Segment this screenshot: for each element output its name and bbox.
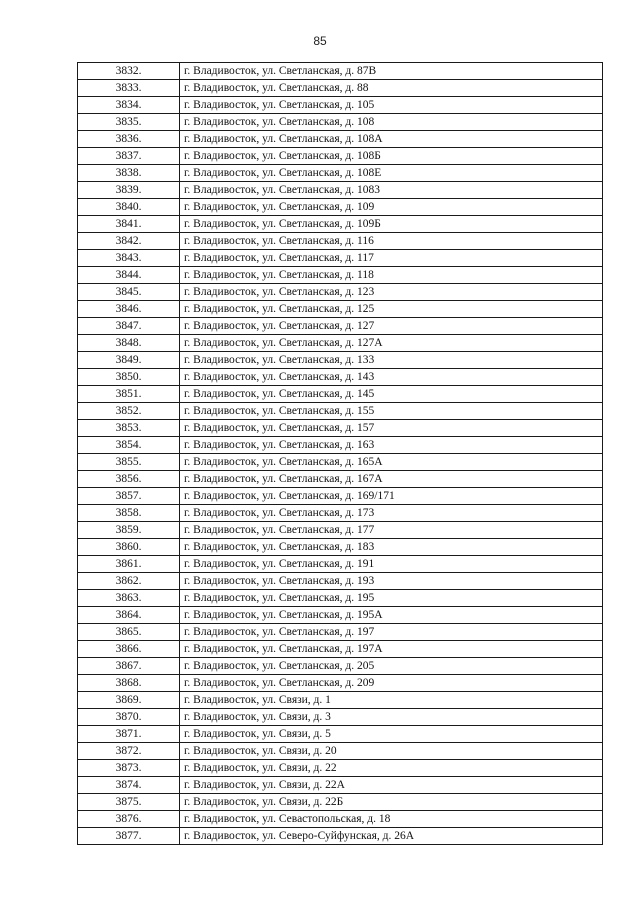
table-row — [78, 80, 603, 97]
row-address: г. Владивосток, ул. Светланская, д. 118 — [180, 267, 603, 284]
table-row — [78, 743, 603, 760]
row-address: г. Владивосток, ул. Светланская, д. 127А — [180, 335, 603, 352]
row-number: 3863. — [78, 590, 180, 607]
table-row — [78, 369, 603, 386]
row-address: г. Владивосток, ул. Светланская, д. 163 — [180, 437, 603, 454]
row-address: г. Владивосток, ул. Светланская, д. 133 — [180, 352, 603, 369]
row-address: г. Владивосток, ул. Светланская, д. 195А — [180, 607, 603, 624]
address-table-body — [78, 63, 603, 845]
row-number: 3864. — [78, 607, 180, 624]
row-address: г. Владивосток, ул. Светланская, д. 191 — [180, 556, 603, 573]
table-row — [78, 505, 603, 522]
row-number: 3877. — [78, 828, 180, 845]
row-number: 3869. — [78, 692, 180, 709]
row-address: г. Владивосток, ул. Светланская, д. 127 — [180, 318, 603, 335]
table-row — [78, 454, 603, 471]
table-row — [78, 63, 603, 80]
row-address: г. Владивосток, ул. Севастопольская, д. 18 — [180, 811, 603, 828]
row-address: г. Владивосток, ул. Светланская, д. 109 — [180, 199, 603, 216]
table-row — [78, 760, 603, 777]
row-address: г. Владивосток, ул. Светланская, д. 109Б — [180, 216, 603, 233]
table-row — [78, 318, 603, 335]
table-row — [78, 692, 603, 709]
row-address: г. Владивосток, ул. Светланская, д. 145 — [180, 386, 603, 403]
table-row — [78, 386, 603, 403]
table-row — [78, 794, 603, 811]
row-number: 3868. — [78, 675, 180, 692]
row-number: 3860. — [78, 539, 180, 556]
table-row — [78, 216, 603, 233]
row-address: г. Владивосток, ул. Светланская, д. 197 — [180, 624, 603, 641]
row-address: г. Владивосток, ул. Светланская, д. 155 — [180, 403, 603, 420]
row-address: г. Владивосток, ул. Светланская, д. 125 — [180, 301, 603, 318]
table-row — [78, 658, 603, 675]
row-number: 3840. — [78, 199, 180, 216]
row-address: г. Владивосток, ул. Светланская, д. 1083 — [180, 182, 603, 199]
table-row — [78, 556, 603, 573]
row-address: г. Владивосток, ул. Светланская, д. 123 — [180, 284, 603, 301]
table-row — [78, 573, 603, 590]
row-address: г. Владивосток, ул. Светланская, д. 193 — [180, 573, 603, 590]
table-row — [78, 352, 603, 369]
row-number: 3839. — [78, 182, 180, 199]
row-number: 3873. — [78, 760, 180, 777]
row-number: 3833. — [78, 80, 180, 97]
row-address: г. Владивосток, ул. Светланская, д. 105 — [180, 97, 603, 114]
table-row — [78, 97, 603, 114]
row-address: г. Владивосток, ул. Светланская, д. 177 — [180, 522, 603, 539]
row-address: г. Владивосток, ул. Светланская, д. 143 — [180, 369, 603, 386]
row-number: 3866. — [78, 641, 180, 658]
row-address: г. Владивосток, ул. Связи, д. 22А — [180, 777, 603, 794]
row-number: 3872. — [78, 743, 180, 760]
row-number: 3844. — [78, 267, 180, 284]
table-row — [78, 131, 603, 148]
row-number: 3845. — [78, 284, 180, 301]
row-number: 3870. — [78, 709, 180, 726]
row-number: 3853. — [78, 420, 180, 437]
row-number: 3862. — [78, 573, 180, 590]
row-number: 3836. — [78, 131, 180, 148]
address-table — [77, 62, 603, 845]
row-number: 3855. — [78, 454, 180, 471]
table-row — [78, 420, 603, 437]
table-row — [78, 114, 603, 131]
table-row — [78, 437, 603, 454]
table-row — [78, 165, 603, 182]
row-number: 3856. — [78, 471, 180, 488]
row-number: 3850. — [78, 369, 180, 386]
table-row — [78, 471, 603, 488]
row-address: г. Владивосток, ул. Связи, д. 20 — [180, 743, 603, 760]
row-address: г. Владивосток, ул. Светланская, д. 167А — [180, 471, 603, 488]
row-address: г. Владивосток, ул. Светланская, д. 197А — [180, 641, 603, 658]
table-row — [78, 403, 603, 420]
row-address: г. Владивосток, ул. Светланская, д. 116 — [180, 233, 603, 250]
table-row — [78, 828, 603, 845]
row-address: г. Владивосток, ул. Светланская, д. 108А — [180, 131, 603, 148]
row-number: 3851. — [78, 386, 180, 403]
table-row — [78, 335, 603, 352]
row-number: 3857. — [78, 488, 180, 505]
table-row — [78, 675, 603, 692]
table-row — [78, 199, 603, 216]
row-address: г. Владивосток, ул. Светланская, д. 169/171 — [180, 488, 603, 505]
row-address: г. Владивосток, ул. Светланская, д. 165А — [180, 454, 603, 471]
row-address: г. Владивосток, ул. Связи, д. 22 — [180, 760, 603, 777]
row-number: 3842. — [78, 233, 180, 250]
table-row — [78, 488, 603, 505]
table-row — [78, 301, 603, 318]
table-row — [78, 148, 603, 165]
row-address: г. Владивосток, ул. Северо-Суйфунская, д. 26А — [180, 828, 603, 845]
row-address: г. Владивосток, ул. Связи, д. 3 — [180, 709, 603, 726]
table-row — [78, 522, 603, 539]
row-address: г. Владивосток, ул. Светланская, д. 195 — [180, 590, 603, 607]
row-address: г. Владивосток, ул. Светланская, д. 108Б — [180, 148, 603, 165]
table-row — [78, 233, 603, 250]
row-address: г. Владивосток, ул. Связи, д. 5 — [180, 726, 603, 743]
row-address: г. Владивосток, ул. Светланская, д. 157 — [180, 420, 603, 437]
row-address: г. Владивосток, ул. Светланская, д. 87В — [180, 63, 603, 80]
row-number: 3861. — [78, 556, 180, 573]
row-address: г. Владивосток, ул. Светланская, д. 205 — [180, 658, 603, 675]
row-number: 3865. — [78, 624, 180, 641]
row-number: 3858. — [78, 505, 180, 522]
row-address: г. Владивосток, ул. Светланская, д. 117 — [180, 250, 603, 267]
table-row — [78, 624, 603, 641]
row-number: 3841. — [78, 216, 180, 233]
row-number: 3835. — [78, 114, 180, 131]
row-address: г. Владивосток, ул. Светланская, д. 108 — [180, 114, 603, 131]
row-address: г. Владивосток, ул. Светланская, д. 209 — [180, 675, 603, 692]
row-number: 3843. — [78, 250, 180, 267]
row-number: 3871. — [78, 726, 180, 743]
row-number: 3838. — [78, 165, 180, 182]
row-number: 3859. — [78, 522, 180, 539]
row-number: 3874. — [78, 777, 180, 794]
row-number: 3848. — [78, 335, 180, 352]
row-address: г. Владивосток, ул. Светланская, д. 108Е — [180, 165, 603, 182]
row-number: 3867. — [78, 658, 180, 675]
row-address: г. Владивосток, ул. Связи, д. 1 — [180, 692, 603, 709]
table-row — [78, 641, 603, 658]
row-number: 3854. — [78, 437, 180, 454]
row-address: г. Владивосток, ул. Связи, д. 22Б — [180, 794, 603, 811]
row-number: 3837. — [78, 148, 180, 165]
table-row — [78, 182, 603, 199]
row-number: 3849. — [78, 352, 180, 369]
row-number: 3846. — [78, 301, 180, 318]
table-row — [78, 250, 603, 267]
row-number: 3852. — [78, 403, 180, 420]
row-address: г. Владивосток, ул. Светланская, д. 88 — [180, 80, 603, 97]
row-address: г. Владивосток, ул. Светланская, д. 173 — [180, 505, 603, 522]
table-row — [78, 726, 603, 743]
table-row — [78, 777, 603, 794]
table-row — [78, 811, 603, 828]
table-row — [78, 709, 603, 726]
page-number: 85 — [313, 34, 327, 48]
table-row — [78, 284, 603, 301]
row-number: 3847. — [78, 318, 180, 335]
row-address: г. Владивосток, ул. Светланская, д. 183 — [180, 539, 603, 556]
table-row — [78, 539, 603, 556]
row-number: 3834. — [78, 97, 180, 114]
row-number: 3876. — [78, 811, 180, 828]
row-number: 3875. — [78, 794, 180, 811]
table-row — [78, 607, 603, 624]
table-row — [78, 267, 603, 284]
row-number: 3832. — [78, 63, 180, 80]
table-row — [78, 590, 603, 607]
